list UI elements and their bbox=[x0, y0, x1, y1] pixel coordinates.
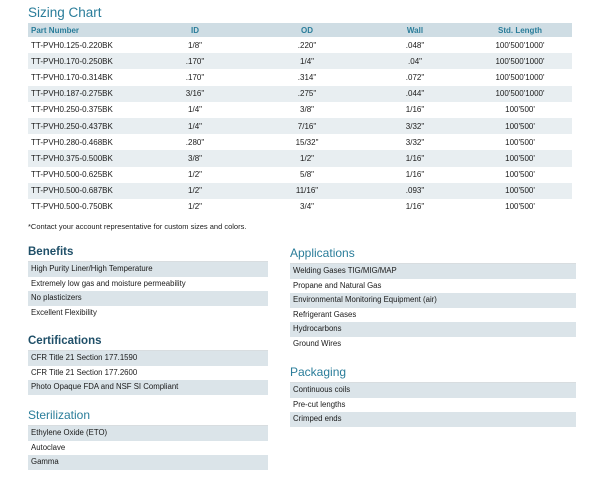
table-cell: 1/2" bbox=[252, 150, 362, 166]
benefits-section bbox=[28, 246, 268, 320]
table-row bbox=[28, 183, 572, 199]
table-cell: .275" bbox=[252, 86, 362, 102]
column-header: Std. Length bbox=[468, 23, 572, 37]
table-cell: 100'500' bbox=[468, 118, 572, 134]
applications-title: Applications bbox=[290, 246, 355, 260]
list-item: Gamma bbox=[28, 455, 268, 470]
applications-section bbox=[290, 246, 576, 352]
table-cell: 15/32" bbox=[252, 134, 362, 150]
list-item: Refrigerant Gases bbox=[290, 308, 576, 323]
sterilization-title: Sterilization bbox=[28, 408, 91, 422]
table-cell: 100'500' bbox=[468, 167, 572, 183]
table-cell: 1/16" bbox=[362, 167, 468, 183]
table-cell: 100'500' bbox=[468, 134, 572, 150]
table-cell: TT-PVH0.187-0.275BK bbox=[28, 86, 138, 102]
table-cell: 100'500' bbox=[468, 183, 572, 199]
list-item: Autoclave bbox=[28, 441, 268, 456]
table-cell: 100'500'1000' bbox=[468, 69, 572, 85]
table-header-row bbox=[28, 23, 572, 37]
table-row bbox=[28, 150, 572, 166]
table-row bbox=[28, 86, 572, 102]
table-cell: 1/2" bbox=[138, 167, 252, 183]
table-cell: 1/4" bbox=[138, 118, 252, 134]
table-cell: TT-PVH0.170-0.250BK bbox=[28, 53, 138, 69]
column-header: ID bbox=[138, 23, 252, 37]
table-cell: 3/32" bbox=[362, 134, 468, 150]
column-header: Part Number bbox=[28, 23, 138, 37]
packaging-list bbox=[290, 382, 576, 427]
table-cell: TT-PVH0.250-0.437BK bbox=[28, 118, 138, 134]
table-cell: .04" bbox=[362, 53, 468, 69]
list-item: Propane and Natural Gas bbox=[290, 279, 576, 294]
table-cell: .044" bbox=[362, 86, 468, 102]
table-cell: 11/16" bbox=[252, 183, 362, 199]
sizing-chart-title: Sizing Chart bbox=[28, 5, 102, 20]
list-item: CFR Title 21 Section 177.1590 bbox=[28, 351, 268, 366]
table-row bbox=[28, 199, 572, 215]
table-body bbox=[28, 37, 572, 215]
column-header: OD bbox=[252, 23, 362, 37]
table-cell: 1/4" bbox=[252, 53, 362, 69]
sterilization-section bbox=[28, 408, 268, 470]
table-cell: TT-PVH0.375-0.500BK bbox=[28, 150, 138, 166]
table-row bbox=[28, 53, 572, 69]
table-cell: 1/2" bbox=[138, 199, 252, 215]
table-cell: .072" bbox=[362, 69, 468, 85]
table-cell: 7/16" bbox=[252, 118, 362, 134]
table-cell: .048" bbox=[362, 37, 468, 53]
table-row bbox=[28, 37, 572, 53]
table-cell: 100'500' bbox=[468, 199, 572, 215]
table-cell: 1/16" bbox=[362, 150, 468, 166]
table-cell: 1/16" bbox=[362, 102, 468, 118]
benefits-title: Benefits bbox=[28, 246, 74, 258]
table-row bbox=[28, 118, 572, 134]
list-item: High Purity Liner/High Temperature bbox=[28, 262, 268, 277]
table-cell: TT-PVH0.500-0.687BK bbox=[28, 183, 138, 199]
table-cell: TT-PVH0.500-0.750BK bbox=[28, 199, 138, 215]
list-item: Excellent Flexibility bbox=[28, 306, 268, 321]
table-cell: TT-PVH0.280-0.468BK bbox=[28, 134, 138, 150]
table-cell: 1/16" bbox=[362, 199, 468, 215]
list-item: Ground Wires bbox=[290, 337, 576, 352]
list-item: Pre-cut lengths bbox=[290, 398, 576, 413]
list-item: Hydrocarbons bbox=[290, 322, 576, 337]
table-cell: TT-PVH0.250-0.375BK bbox=[28, 102, 138, 118]
table-cell: 3/8" bbox=[252, 102, 362, 118]
table-cell: 100'500' bbox=[468, 150, 572, 166]
list-item: Continuous coils bbox=[290, 383, 576, 398]
table-cell: 1/2" bbox=[138, 183, 252, 199]
table-cell: 100'500' bbox=[468, 102, 572, 118]
table-row bbox=[28, 167, 572, 183]
packaging-section bbox=[290, 365, 576, 427]
table-cell: 3/8" bbox=[138, 150, 252, 166]
list-item: Welding Gases TIG/MIG/MAP bbox=[290, 264, 576, 279]
sterilization-list bbox=[28, 425, 268, 470]
sizing-table bbox=[28, 23, 572, 215]
benefits-list bbox=[28, 261, 268, 320]
table-cell: 1/8" bbox=[138, 37, 252, 53]
table-cell: .220" bbox=[252, 37, 362, 53]
table-cell: 5/8" bbox=[252, 167, 362, 183]
list-item: Extremely low gas and moisture permeability bbox=[28, 277, 268, 292]
list-item: Crimped ends bbox=[290, 412, 576, 427]
applications-list bbox=[290, 263, 576, 352]
table-cell: 3/32" bbox=[362, 118, 468, 134]
table-cell: 100'500'1000' bbox=[468, 53, 572, 69]
table-row bbox=[28, 134, 572, 150]
table-cell: .314" bbox=[252, 69, 362, 85]
table-cell: 3/4" bbox=[252, 199, 362, 215]
column-header: Wall bbox=[362, 23, 468, 37]
table-cell: TT-PVH0.170-0.314BK bbox=[28, 69, 138, 85]
sizing-footnote: *Contact your account representative for custom sizes and colors. bbox=[28, 222, 247, 231]
list-item: Ethylene Oxide (ETO) bbox=[28, 426, 268, 441]
certifications-title: Certifications bbox=[28, 335, 102, 347]
certifications-section bbox=[28, 335, 268, 395]
list-item: CFR Title 21 Section 177.2600 bbox=[28, 366, 268, 381]
table-cell: .093" bbox=[362, 183, 468, 199]
table-cell: TT-PVH0.500-0.625BK bbox=[28, 167, 138, 183]
table-cell: .170" bbox=[138, 53, 252, 69]
certifications-list bbox=[28, 350, 268, 395]
table-cell: 100'500'1000' bbox=[468, 86, 572, 102]
table-cell: 1/4" bbox=[138, 102, 252, 118]
list-item: No plasticizers bbox=[28, 291, 268, 306]
table-row bbox=[28, 102, 572, 118]
table-cell: 100'500'1000' bbox=[468, 37, 572, 53]
table-cell: .170" bbox=[138, 69, 252, 85]
packaging-title: Packaging bbox=[290, 365, 347, 379]
list-item: Environmental Monitoring Equipment (air) bbox=[290, 293, 576, 308]
table-cell: TT-PVH0.125-0.220BK bbox=[28, 37, 138, 53]
list-item: Photo Opaque FDA and NSF SI Compliant bbox=[28, 380, 268, 395]
table-row bbox=[28, 69, 572, 85]
table-cell: 3/16" bbox=[138, 86, 252, 102]
table-cell: .280" bbox=[138, 134, 252, 150]
